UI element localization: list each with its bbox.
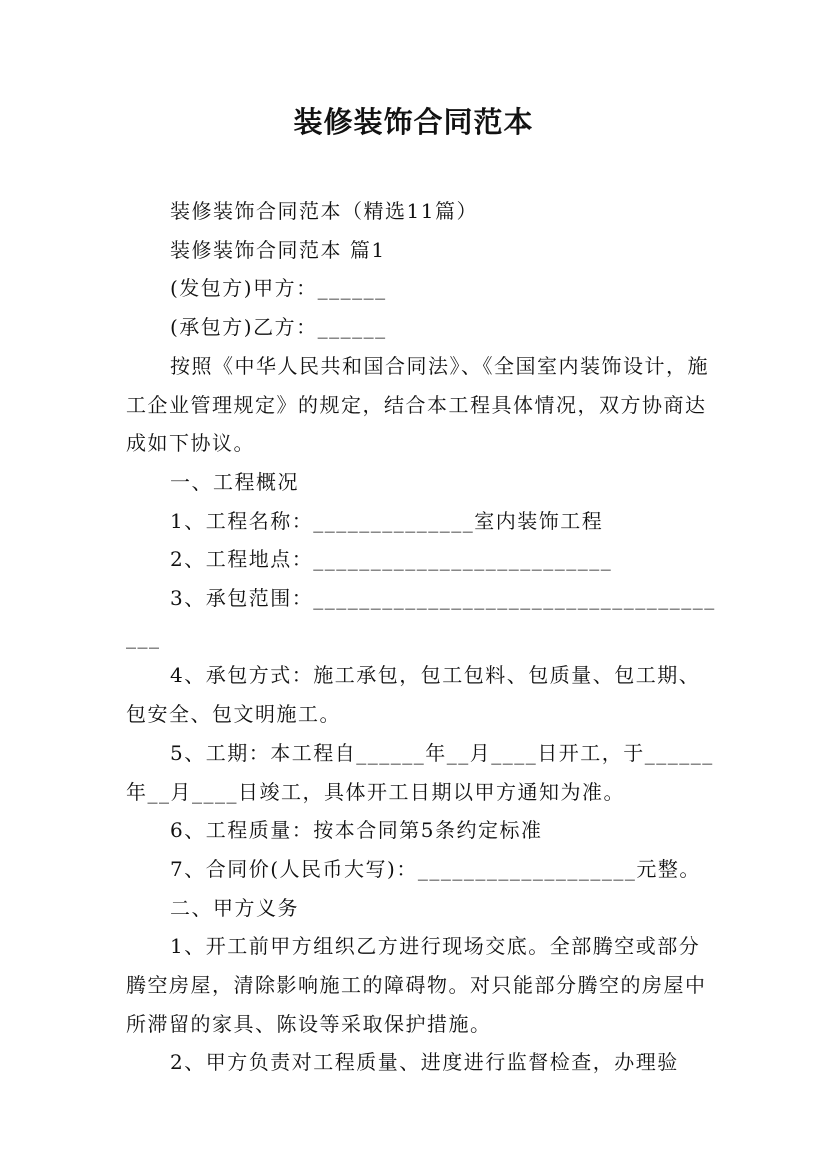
paragraph-scope: 3、承包范围：______________________________________	[126, 586, 716, 649]
paragraph-price: 7、合同价(人民币大写)：___________________元整。	[170, 856, 701, 881]
paragraph-subtitle: 装修装饰合同范本（精选11篇）	[170, 199, 478, 223]
paragraph-party-a: (发包方)甲方：______	[170, 276, 387, 301]
document-title: 装修装饰合同范本	[293, 105, 534, 139]
paragraph-duty-1: 1、开工前甲方组织乙方进行现场交底。全部腾空或部分腾空房屋，清除影响施工的障碍物。对只能部分腾空的房屋中所滞留的家具、陈设等采取保护措施。	[126, 934, 707, 1036]
document-body	[126, 192, 716, 1082]
paragraph-quality: 6、工程质量：按本合同第5条约定标准	[170, 818, 543, 843]
paragraph-duty-2: 2、甲方负责对工程质量、进度进行监督检查，办理验	[170, 1050, 679, 1075]
paragraph-section-heading: 装修装饰合同范本 篇1	[170, 237, 386, 262]
paragraph-heading-overview: 一、工程概况	[170, 469, 299, 494]
paragraph-schedule: 5、工期：本工程自______年__月____日开工，于______年__月____日竣工，具体开工日期以甲方通知为准。	[126, 740, 714, 804]
paragraph-project-name: 1、工程名称：______________室内装饰工程	[170, 508, 604, 533]
paragraph-contract-method: 4、承包方式：施工承包，包工包料、包质量、包工期、包安全、包文明施工。	[126, 663, 701, 727]
paragraph-party-b: (承包方)乙方：______	[170, 315, 387, 340]
paragraph-preamble: 按照《中华人民共和国合同法》、《全国室内装饰设计，施工企业管理规定》的规定，结合本工程具体情况，双方协商达成如下协议。	[126, 353, 709, 456]
paragraph-project-location: 2、工程地点：__________________________	[170, 547, 613, 572]
paragraph-heading-party-a-duties: 二、甲方义务	[170, 895, 299, 920]
